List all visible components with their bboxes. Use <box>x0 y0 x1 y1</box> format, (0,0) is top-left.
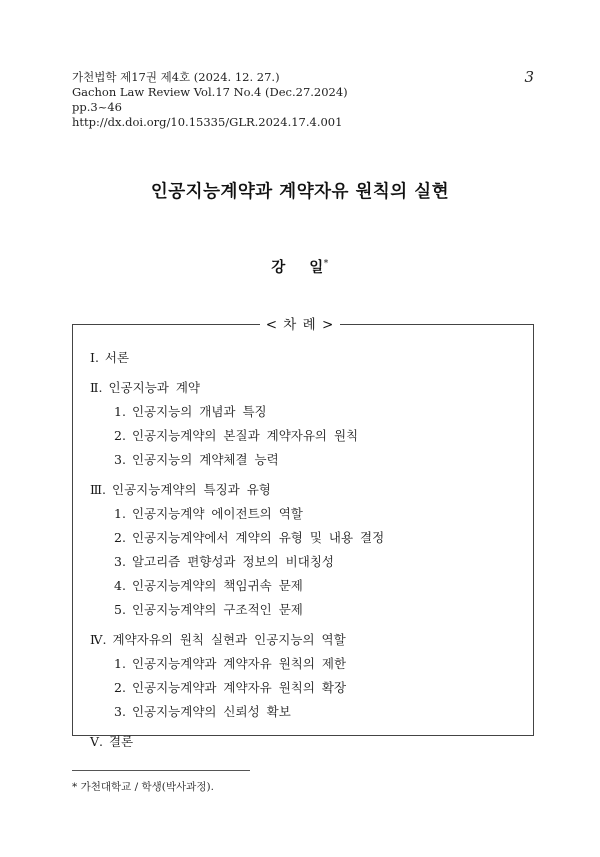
toc-item-number: 2. <box>114 680 126 695</box>
toc-item-number: 1. <box>114 656 126 671</box>
journal-header <box>72 70 348 130</box>
toc-item-label: 인공지능계약의 구조적인 문제 <box>131 602 303 617</box>
toc-section <box>90 733 384 757</box>
toc-section <box>90 379 384 403</box>
page-number: 3 <box>524 68 534 86</box>
toc-subsection <box>90 679 384 703</box>
toc-item-number: 5. <box>114 602 126 617</box>
toc-subsection <box>90 427 384 451</box>
toc-item-label: 인공지능계약의 본질과 계약자유의 원칙 <box>131 428 359 443</box>
doi-link[interactable]: http://dx.doi.org/10.15335/GLR.2024.17.4.001 <box>72 115 343 129</box>
toc-item-number: 1. <box>114 404 126 419</box>
toc-item-number: 3. <box>114 452 126 467</box>
toc-item-number: 2. <box>114 428 126 443</box>
footnote-divider <box>72 770 250 771</box>
toc-subsection <box>90 451 384 475</box>
toc-item-label: 결론 <box>109 734 134 749</box>
author-text: 강 일 <box>271 259 324 276</box>
toc-subsection <box>90 601 384 625</box>
toc-item-number: Ⅲ. <box>90 482 107 497</box>
toc-item-label: 인공지능계약과 계약자유 원칙의 제한 <box>131 656 347 671</box>
toc-section <box>90 349 384 373</box>
author-footnote: * 가천대학교 / 학생(박사과정). <box>72 781 214 793</box>
toc-subsection <box>90 403 384 427</box>
toc-item-number: 4. <box>114 578 126 593</box>
toc-item-number: Ⅰ. <box>90 350 99 365</box>
toc-item-number: 3. <box>114 554 126 569</box>
toc-item-label: 인공지능계약과 계약자유 원칙의 확장 <box>131 680 347 695</box>
toc-subsection <box>90 655 384 679</box>
toc-list <box>90 349 384 757</box>
toc-section <box>90 631 384 655</box>
toc-title <box>0 313 600 333</box>
toc-section <box>90 481 384 505</box>
toc-subsection <box>90 529 384 553</box>
toc-subsection <box>90 505 384 529</box>
toc-subsection <box>90 553 384 577</box>
toc-item-number: Ⅳ. <box>90 632 107 647</box>
toc-item-label: 인공지능의 계약체결 능력 <box>131 452 279 467</box>
toc-item-label: 계약자유의 원칙 실현과 인공지능의 역할 <box>112 632 346 647</box>
toc-item-label: 인공지능계약 에이전트의 역할 <box>131 506 303 521</box>
toc-subsection <box>90 577 384 601</box>
toc-item-label: 인공지능계약에서 계약의 유형 및 내용 결정 <box>131 530 385 545</box>
toc-item-label: 알고리즘 편향성과 정보의 비대칭성 <box>131 554 334 569</box>
toc-item-number: 3. <box>114 704 126 719</box>
journal-title-ko: 가천법학 제17권 제4호 (2024. 12. 27.) <box>72 70 280 84</box>
toc-item-label: 인공지능계약의 책임귀속 문제 <box>131 578 303 593</box>
author-footnote-mark: * <box>323 259 329 270</box>
toc-subsection <box>90 703 384 727</box>
author-name <box>0 256 600 277</box>
toc-item-label: 인공지능의 개념과 특징 <box>131 404 267 419</box>
toc-item-label: 서론 <box>104 350 130 365</box>
journal-title-en: Gachon Law Review Vol.17 No.4 (Dec.27.2024) <box>72 85 348 99</box>
toc-item-number: Ⅱ. <box>90 380 103 395</box>
toc-item-label: 인공지능과 계약 <box>108 380 200 395</box>
page-range: pp.3~46 <box>72 100 122 114</box>
toc-item-number: Ⅴ. <box>90 734 104 749</box>
toc-item-label: 인공지능계약의 신뢰성 확보 <box>131 704 291 719</box>
toc-item-label: 인공지능계약의 특징과 유형 <box>112 482 271 497</box>
toc-title-text: < 차 례 > <box>260 317 341 333</box>
toc-item-number: 2. <box>114 530 126 545</box>
article-title: 인공지능계약과 계약자유 원칙의 실현 <box>150 182 450 202</box>
toc-item-number: 1. <box>114 506 126 521</box>
